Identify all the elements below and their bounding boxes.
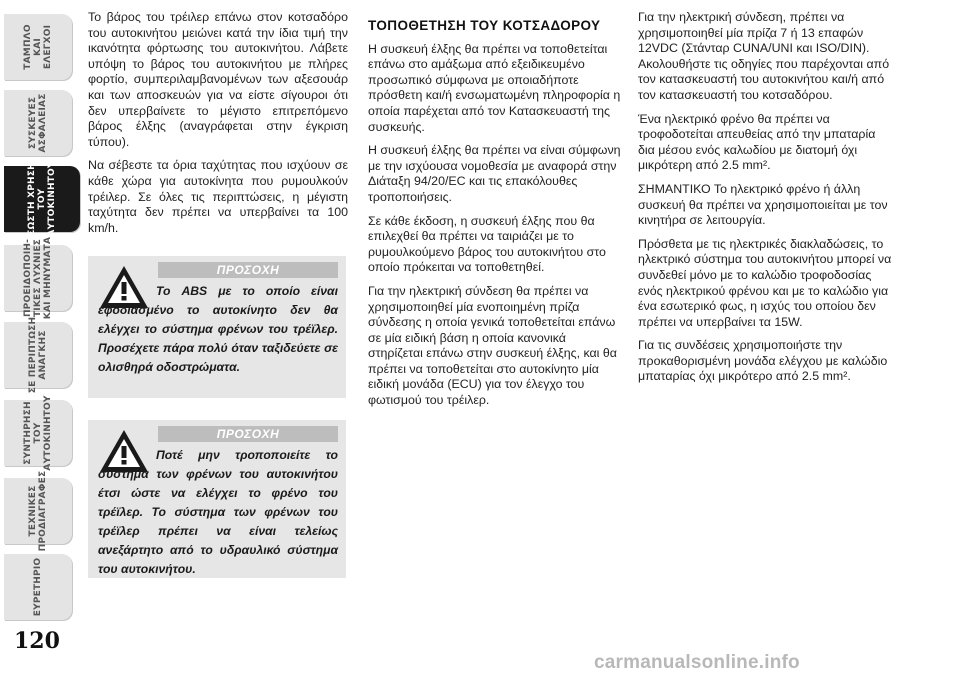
paragraph: Ένα ηλεκτρικό φρένο θα πρέπει να τροφοδοτείται απευθείας από την μπαταρία δια μέσου ενός καλωδίου με διατομή όχι μικρότερη από 2.5 mm². <box>638 111 876 173</box>
paragraph: Για την ηλεκτρική σύνδεση θα πρέπει να χρησιμοποιηθεί μία ενοποιημένη πρίζα σύνδεσης η οποία γενικά τοποθετείται επάνω σε μία ειδική βάση η οποία κανονικά στηρίζεται επάνω στην συσκευή έλξης, και θα πρέπει να τοποθετείται στο αυτοκίνητο μία ειδική μονάδα (ECU) για τον έλεγχο του φωτισμού του τρέιλερ. <box>368 283 617 408</box>
tab-label: ΤΕΧΝΙΚΕΣ ΠΡΟΔΙΑΓΡΑΦΕΣ <box>28 470 48 552</box>
tab-correct-use[interactable] <box>4 161 80 237</box>
paragraph: Πρόσθετα με τις ηλεκτρικές διακλαδώσεις, το ηλεκτρικό σύστημα του αυτοκινήτου μπορεί να συνδεθεί μόνο με το καλώδιο τροφοδοσίας ενός ηλεκτρικού φρένου και με το καλώδιο για ένα εσωτερικό φως, η ισχύς του οποίου δεν πρέπει να υπερβαίνει τα 15W. <box>638 236 892 329</box>
tab-index[interactable] <box>4 554 72 620</box>
warning-text <box>98 446 338 579</box>
tab-safety-devices[interactable] <box>4 90 72 156</box>
watermark: carmanualsonline.info <box>594 652 800 673</box>
tab-label: ΣΕ ΠΕΡΙΠΤΩΣΗ ΑΝΑΓΚΗΣ <box>28 316 48 394</box>
column-1 <box>88 10 348 244</box>
tab-label: ΣΥΣΚΕΥΕΣ ΑΣΦΑΛΕΙΑΣ <box>28 93 48 153</box>
tab-label: ΣΩΣΤΗ ΧΡΗΣΗ ΤΟΥ ΑΥΤΟΚΙΝΗΤΟΥ <box>27 161 57 237</box>
paragraph: Σε κάθε έκδοση, η συσκευή έλξης που θα επιλεχθεί θα πρέπει να ταιριάζει με το ρυμουλκούμενο βάρος του αυτοκινήτου στο οποίο πρόκειται να τοποθετηθεί. <box>368 213 606 275</box>
warning-box <box>88 256 346 398</box>
column-3 <box>638 10 894 393</box>
tab-dashboard-controls[interactable] <box>4 14 72 80</box>
paragraph: Να σέβεστε τα όρια ταχύτητας που ισχύουν σε κάθε χώρα για αυτοκίνητα που ρυμουλκούν τρέιλερ. Σε όλες τις περιπτώσεις, η μέγιστη ταχύτητα δεν πρέπει να υπερβαίνει τα 100 km/h. <box>88 158 348 235</box>
tab-warning-lights[interactable] <box>4 236 72 320</box>
warning-header: ΠΡΟΣΟΧΗ <box>158 426 338 442</box>
tab-technical-specs[interactable] <box>4 470 72 552</box>
tab-emergency[interactable] <box>4 316 72 394</box>
warning-text <box>98 282 338 377</box>
paragraph: Η συσκευή έλξης θα πρέπει να είναι σύμφωνη με την ισχύουσα νομοθεσία με αναφορά στην Διάταξη 94/20/EC και τις επακόλουθες τροποποιήσεις. <box>368 143 621 204</box>
paragraph: Το βάρος του τρέιλερ επάνω στον κοτσαδόρο του αυτοκινήτου μειώνει κατά την ίδια τιμή την ικανότητα φόρτωσης του αυτοκινήτου. Λάβετε υπόψη το βάρος του αυτοκινήτου με πλήρες φορτίο, συμπεριλαμβανομένων των αξεσουάρ και των αποσκευών για να είστε σίγουροι ότι δεν υπερβαίνετε το μέγιστο επιτρεπόμενο βάρος έλξης (αναγράφεται στην έγκριση τύπου). <box>88 10 348 149</box>
column-2 <box>368 10 622 417</box>
page-number: 120 <box>14 628 60 654</box>
tab-maintenance[interactable] <box>4 395 72 471</box>
tab-label: ΤΑΜΠΛΟ ΚΑΙ ΕΛΕΓΧΟΙ <box>23 24 53 70</box>
paragraph: Για τις συνδέσεις χρησιμοποιήστε την προκαθορισμένη μονάδα ελέγχου με καλώδιο μπαταρίας όχι μικρότερο από 2.5 mm². <box>638 338 888 384</box>
tab-label: ΣΥΝΤΗΡΗΣΗ ΤΟΥ ΑΥΤΟΚΙΝΗΤΟΥ <box>23 395 53 471</box>
section-heading: ΤΟΠΟΘΕΤΗΣΗ ΤΟΥ ΚΟΤΣΑΔΟΡΟΥ <box>368 18 601 33</box>
paragraph: Η συσκευή έλξης θα πρέπει να τοποθετείται επάνω στο αμάξωμα από εξειδικευμένο προσωπικό σύμφωνα με οποιαδήποτε πρόσθετη και/ή ενσωματωμένη πληροφορία η οποία παρέχεται από τον Κατασκευαστή της συσκευής. <box>368 41 621 134</box>
warning-header: ΠΡΟΣΟΧΗ <box>158 262 338 278</box>
warning-box <box>88 420 346 578</box>
tab-label: ΠΡΟΕΙΔΟΠΟΙΗ- ΤΙΚΕΣ ΛΥΧΝΙΕΣ ΚΑΙ ΜΗΝΥΜΑΤΑ <box>23 236 53 320</box>
tab-label: ΕΥΡΕΤΗΡΙΟ <box>33 557 43 617</box>
chapter-tabs <box>0 0 82 620</box>
warning-text-body: Ποτέ μην τροποποιείτε το σύστημα των φρένων του αυτοκινήτου έτσι ώστε να ελέγχει το φρένο του τρέϊλερ. Το σύστημα των φρένων του τρέϊλερ πρέπει να είναι τελείως ανεξάρτητο από το υδραυλικό σύστημα του αυτοκινήτου. <box>98 448 338 576</box>
paragraph: Για την ηλεκτρική σύνδεση, πρέπει να χρησιμοποιηθεί μία πρίζα 7 ή 13 επαφών 12VDC (Στάνταρ CUNA/UNI και ISO/DIN). Ακολουθήστε τις οδηγίες που παρέχονται από τον κατασκευαστή του αυτοκινήτου και/ή από τον κατασκευαστή του κοτσαδόρου. <box>638 10 890 102</box>
warning-text-body: Το ABS με το οποίο είναι εφοδιασμένο το αυτοκίνητο δεν θα ελέγχει το σύστημα φρένων του τρέϊλερ. Προσέχετε πάρα πολύ όταν ταξιδεύετε σε ολισθηρά οδοστρώματα. <box>98 284 338 374</box>
paragraph: ΣΗΜΑΝΤΙΚΟ Το ηλεκτρικό φρένο ή άλλη συσκευή θα πρέπει να χρησιμοποιείται με τον κινητήρα σε λειτουργία. <box>638 181 888 228</box>
